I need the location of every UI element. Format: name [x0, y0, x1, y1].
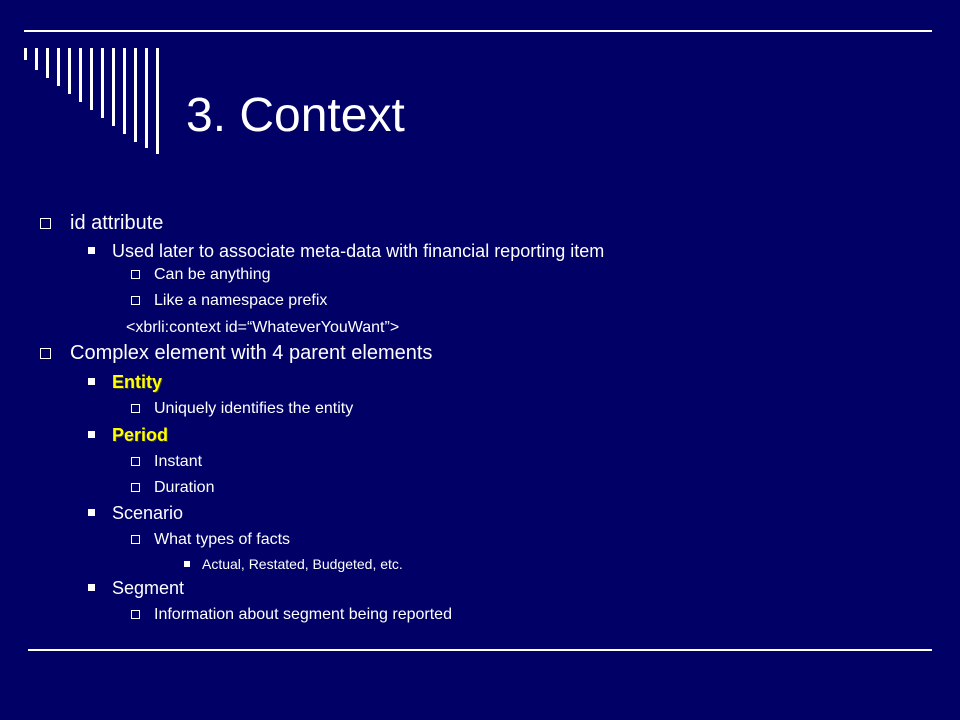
bullet-text: Can be anything — [154, 266, 271, 283]
bullet-text: What types of facts — [154, 531, 291, 548]
bullet-text: Entity — [112, 372, 163, 392]
decor-bar — [68, 48, 71, 94]
square-bullet-icon — [88, 247, 95, 254]
square-bullet-icon — [184, 561, 190, 567]
bullet-text: Period — [112, 425, 169, 445]
decor-bar — [101, 48, 104, 118]
square-bullet-icon — [88, 509, 95, 516]
decor-bar — [57, 48, 60, 86]
bullet-text: Used later to associate meta-data with financial reporting item — [112, 241, 605, 261]
top-rule — [24, 30, 932, 32]
bullet-text: Scenario — [112, 503, 184, 523]
decor-bar — [79, 48, 82, 102]
hollow-square-bullet-icon — [131, 404, 140, 413]
hollow-square-bullet-icon — [131, 296, 140, 305]
bullet-text: Complex element with 4 parent elements — [70, 342, 433, 364]
decor-bar — [145, 48, 148, 148]
bullet-text: Like a namespace prefix — [154, 292, 328, 309]
bullet-text: Uniquely identifies the entity — [154, 400, 354, 417]
hollow-square-bullet-icon — [40, 348, 51, 359]
hollow-square-bullet-icon — [131, 610, 140, 619]
bullet-text: Duration — [154, 479, 215, 496]
bottom-rule — [28, 649, 932, 651]
hollow-square-bullet-icon — [40, 218, 51, 229]
bullet-text: id attribute — [70, 212, 164, 234]
decor-bar — [123, 48, 126, 134]
decor-bar — [90, 48, 93, 110]
square-bullet-icon — [88, 584, 95, 591]
decor-bar — [156, 48, 159, 154]
slide-title: 3. Context — [186, 89, 405, 142]
square-bullet-icon — [88, 378, 95, 385]
hollow-square-bullet-icon — [131, 270, 140, 279]
code-text: <xbrli:context id=“WhateverYouWant”> — [126, 319, 400, 336]
decor-bar — [35, 48, 38, 70]
decor-bar — [112, 48, 115, 126]
bullet-text: Instant — [154, 453, 203, 470]
decor-bar — [24, 48, 27, 60]
hollow-square-bullet-icon — [131, 457, 140, 466]
decor-bar — [134, 48, 137, 142]
square-bullet-icon — [88, 431, 95, 438]
hollow-square-bullet-icon — [131, 535, 140, 544]
bullet-text: Segment — [112, 578, 185, 598]
bullet-text: Information about segment being reported — [154, 606, 452, 623]
hollow-square-bullet-icon — [131, 483, 140, 492]
decor-bar — [46, 48, 49, 78]
bullet-text: Actual, Restated, Budgeted, etc. — [202, 556, 403, 572]
